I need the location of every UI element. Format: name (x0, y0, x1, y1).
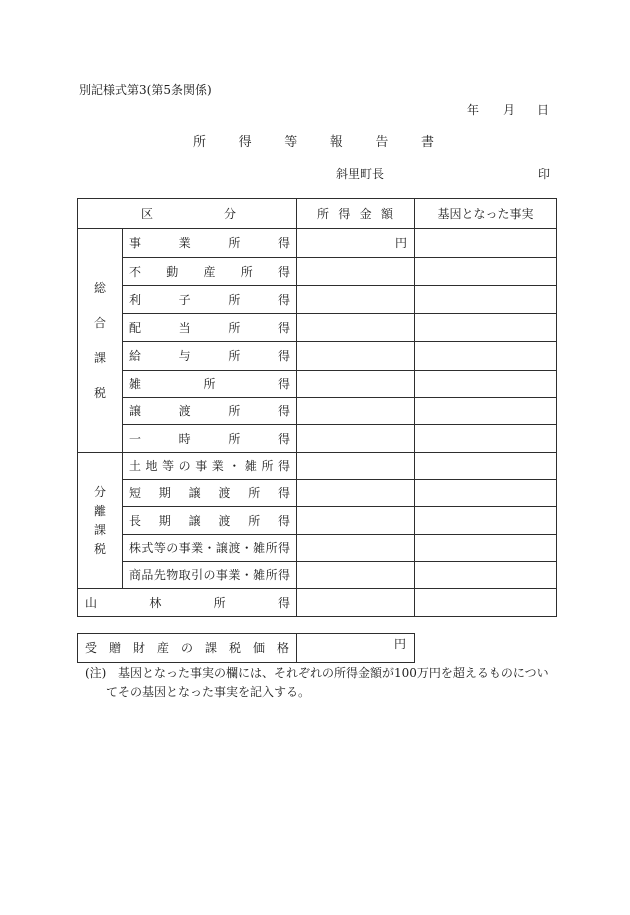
group-label-comprehensive-taxation: 総合課税 (94, 280, 107, 400)
basis-cell (415, 314, 557, 342)
income-type-cell (123, 480, 297, 507)
income-type-cell (123, 507, 297, 535)
gift-property-label: 受贈財産の課税価格 (85, 641, 289, 655)
date-day-label: 日 (537, 103, 550, 117)
income-type-cell (123, 398, 297, 425)
income-type-label: 雑所得 (129, 377, 291, 391)
income-type-cell (123, 562, 297, 589)
income-type-cell (123, 258, 297, 286)
income-type-label: 山林所得 (85, 595, 291, 610)
basis-cell (415, 425, 557, 453)
header-amount-label: 所得金額 (317, 206, 394, 221)
group-cell-comprehensive-taxation (78, 229, 123, 453)
income-type-cell (123, 342, 297, 371)
basis-cell (415, 371, 557, 398)
amount-cell (297, 258, 415, 286)
currency-unit: 円 (395, 236, 408, 250)
amount-cell (297, 453, 415, 480)
amount-cell (297, 229, 415, 258)
basis-cell (415, 286, 557, 314)
income-type-label: 譲渡所得 (129, 404, 291, 418)
row-dividend-income (78, 314, 557, 342)
basis-cell (415, 258, 557, 286)
row-capital-gains-income (78, 398, 557, 425)
row-commodity-futures-income (78, 562, 557, 589)
income-type-label: 土地等の事業・雑所得 (129, 459, 291, 473)
row-real-estate-income (78, 258, 557, 286)
addressee: 斜里町長 (336, 167, 385, 181)
income-type-cell (123, 286, 297, 314)
row-long-term-capital-gains (78, 507, 557, 535)
row-occasional-income (78, 425, 557, 453)
row-land-business-misc-income (78, 453, 557, 480)
row-interest-income (78, 286, 557, 314)
income-report-table (77, 198, 557, 617)
basis-cell (415, 398, 557, 425)
amount-cell (297, 286, 415, 314)
income-type-label: 株式等の事業・譲渡・雑所得 (129, 541, 291, 555)
note-line-2: てその基因となった事実を記入する。 (106, 685, 311, 699)
row-short-term-capital-gains (78, 480, 557, 507)
row-salary-income (78, 342, 557, 371)
amount-cell (297, 562, 415, 589)
income-type-cell (123, 535, 297, 562)
row-business-income (78, 229, 557, 258)
income-type-label: 長期譲渡所得 (129, 513, 291, 528)
basis-cell (415, 589, 557, 617)
note-label: (注) (85, 666, 107, 680)
income-type-label: 事業所得 (129, 236, 291, 250)
header-basis-cell (415, 199, 557, 229)
header-basis-label: 基因となった事実 (437, 206, 534, 221)
currency-unit: 円 (393, 637, 406, 651)
basis-cell (415, 229, 557, 258)
income-type-cell (123, 371, 297, 398)
income-type-label: 配当所得 (129, 320, 291, 335)
income-type-cell (78, 589, 297, 617)
income-type-label: 給与所得 (129, 349, 291, 363)
note-line-1: 基因となった事実の欄には、それぞれの所得金額が100万円を超えるものについ (118, 666, 549, 680)
gift-property-table (77, 633, 415, 663)
header-category-label: 区分 (141, 206, 237, 221)
income-type-label: 不動産所得 (129, 264, 291, 279)
basis-cell (415, 453, 557, 480)
income-type-label: 一時所得 (129, 431, 291, 446)
income-type-cell (123, 425, 297, 453)
date-year-label: 年 (467, 103, 480, 117)
gift-property-value-cell (297, 634, 415, 663)
amount-cell (297, 371, 415, 398)
basis-cell (415, 342, 557, 371)
amount-cell (297, 342, 415, 371)
header-category-cell (78, 199, 297, 229)
form-number: 別記様式第3(第5条関係) (79, 83, 212, 97)
amount-cell (297, 314, 415, 342)
income-type-label: 短期譲渡所得 (129, 486, 291, 500)
header-amount-cell (297, 199, 415, 229)
row-miscellaneous-income (78, 371, 557, 398)
table-header-row (78, 199, 557, 229)
basis-cell (415, 480, 557, 507)
amount-cell (297, 425, 415, 453)
income-type-cell (123, 453, 297, 480)
amount-cell (297, 480, 415, 507)
basis-cell (415, 507, 557, 535)
gift-property-label-cell (78, 634, 297, 663)
income-type-label: 利子所得 (129, 292, 291, 307)
form-title: 所得等報告書 (193, 135, 434, 150)
row-forestry-income (78, 589, 557, 617)
income-type-label: 商品先物取引の事業・雑所得 (129, 568, 291, 582)
basis-cell (415, 562, 557, 589)
seal-mark: 印 (538, 167, 551, 181)
amount-cell (297, 507, 415, 535)
group-label-separate-taxation: 分離課税 (94, 484, 107, 556)
date-month-label: 月 (503, 103, 516, 117)
row-stock-business-transfer-misc-income (78, 535, 557, 562)
income-type-cell (123, 229, 297, 258)
basis-cell (415, 535, 557, 562)
amount-cell (297, 589, 415, 617)
group-cell-separate-taxation (78, 453, 123, 589)
income-type-cell (123, 314, 297, 342)
gift-property-row (78, 634, 415, 663)
amount-cell (297, 535, 415, 562)
amount-cell (297, 398, 415, 425)
